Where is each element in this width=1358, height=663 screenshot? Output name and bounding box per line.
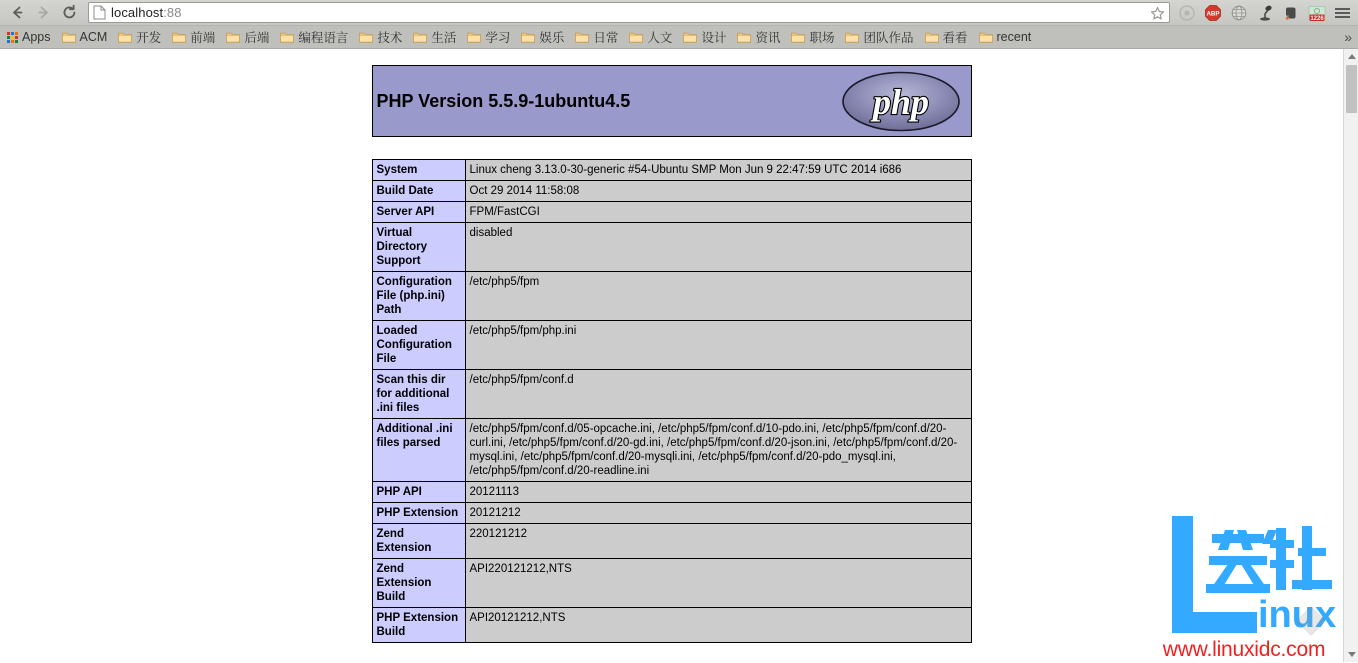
bookmark-folder-label: 日常 [593,31,619,45]
bookmark-folder-label: 后端 [244,31,270,45]
reload-button[interactable] [56,1,82,25]
bookmark-folder-label: 前端 [190,31,216,45]
folder-icon [62,31,76,43]
info-value: 20121113 [465,482,971,503]
folder-icon [280,31,294,43]
screen-recorder-icon [1178,4,1196,22]
address-bar-url [111,5,182,20]
bookmarks-bar [0,26,1358,49]
info-key: Loaded Configuration File [372,321,465,370]
table-row [372,370,971,419]
phpinfo-page [0,49,1343,643]
info-value: FPM/FastCGI [465,202,971,223]
info-key: Scan this dir for additional .ini files [372,370,465,419]
bookmark-folder-1[interactable] [57,28,114,46]
bookmark-folder-4[interactable] [221,26,275,48]
money-badge-icon [1307,3,1327,23]
bookmark-folder-6[interactable] [354,26,408,48]
info-key: PHP Extension Build [372,608,465,643]
table-row [372,608,971,643]
info-key: Build Date [372,181,465,202]
bookmark-apps-label: Apps [22,30,51,44]
info-key: Server API [372,202,465,223]
folder-icon [226,31,240,43]
folder-icon [791,31,805,43]
bookmark-folder-label: 看看 [942,31,968,45]
bookmark-folder-label: 职场 [809,31,835,45]
globe-icon [1230,4,1248,22]
bookmarks-overflow-button[interactable]: » [1344,29,1352,45]
table-row [372,202,971,223]
table-row [372,223,971,272]
extension-adblock-plus[interactable] [1200,1,1226,25]
bookmark-folder-11[interactable] [624,26,678,48]
back-button[interactable] [4,1,30,25]
bookmark-folder-3[interactable] [167,26,221,48]
url-host: localhost [111,5,164,20]
table-row [372,160,971,181]
folder-icon [737,31,751,43]
bookmark-folder-label: ACM [79,30,108,44]
info-key: Additional .ini files parsed [372,419,465,482]
table-row [372,272,971,321]
extension-desk-lamp[interactable] [1252,1,1278,25]
bookmark-folder-label: 开发 [136,31,162,45]
folder-icon [629,31,643,43]
info-key: PHP API [372,482,465,503]
info-key: System [372,160,465,181]
folder-icon [413,31,427,43]
bookmark-folder-label: 技术 [377,31,403,45]
bookmark-folder-5[interactable] [275,26,354,48]
table-row [372,482,971,503]
bookmark-folder-12[interactable] [678,26,732,48]
info-value: /etc/php5/fpm [465,272,971,321]
info-value: disabled [465,223,971,272]
phpinfo-table [372,159,972,643]
info-key: Zend Extension [372,524,465,559]
extension-money-badge[interactable] [1304,1,1330,25]
bookmark-folder-16[interactable] [920,26,974,48]
scrollbar-up-button[interactable] [1344,49,1358,64]
page-icon [93,5,106,20]
php-logo-icon [841,70,961,133]
bookmark-folder-list [57,26,1038,48]
bookmark-folder-label: 团队作品 [863,31,914,45]
bookmark-folder-label: 设计 [701,31,727,45]
bookmark-folder-9[interactable] [516,26,570,48]
folder-icon [925,31,939,43]
bookmark-folder-label: 资讯 [755,31,781,45]
browser-toolbar [0,0,1358,26]
money-badge-count: 1226 [1310,15,1324,22]
php-logo-text: php [872,81,929,122]
folder-icon [521,31,535,43]
bookmark-folder-8[interactable] [462,26,516,48]
info-value: 220121212 [465,524,971,559]
bookmark-folder-label: 娱乐 [539,31,565,45]
bookmark-folder-15[interactable] [840,26,919,48]
extension-globe[interactable] [1226,1,1252,25]
table-row [372,503,971,524]
info-value: /etc/php5/fpm/conf.d [465,370,971,419]
bookmark-folder-label: 生活 [431,31,457,45]
bookmark-folder-14[interactable] [786,26,840,48]
info-value: Oct 29 2014 11:58:08 [465,181,971,202]
forward-arrow-icon [35,4,52,21]
info-key: Virtual Directory Support [372,223,465,272]
info-value: /etc/php5/fpm/conf.d/05-opcache.ini, /etc/php5/fpm/conf.d/10-pdo.ini, /etc/php5/fpm/conf.d/20-curl.ini, /etc/php5/fpm/conf.d/20-gd.ini, /etc/php5/fpm/conf.d/20-json.ini, /etc/php5/fpm/conf.d/20-mysql.ini, /etc/php5/fpm/conf.d/20-mysqli.ini, /etc/php5/fpm/conf.d/20-pdo_mysql.ini, /etc/php5/fpm/conf.d/20-readline.ini [465,419,971,482]
info-value: 20121212 [465,503,971,524]
back-arrow-icon [9,4,26,21]
chevron-up-icon [1348,54,1356,59]
folder-icon [359,31,373,43]
forward-button[interactable] [30,1,56,25]
reload-icon [61,4,78,21]
bookmark-folder-label: recent [996,30,1032,44]
hamburger-icon [1335,6,1350,20]
scrollbar-down-button[interactable] [1344,647,1358,662]
table-row [372,321,971,370]
info-value: Linux cheng 3.13.0-30-generic #54-Ubuntu SMP Mon Jun 9 22:47:59 UTC 2014 i686 [465,160,971,181]
bookmark-folder-10[interactable] [570,26,624,48]
info-key: Configuration File (php.ini) Path [372,272,465,321]
chevron-down-icon [1348,652,1356,657]
table-row [372,419,971,482]
bookmark-apps[interactable] [2,28,57,46]
scroll-to-top-button[interactable] [1296,606,1326,636]
bookmark-folder-label: 人文 [647,31,673,45]
url-port: :88 [163,5,182,20]
folder-icon [845,31,859,43]
folder-icon [467,31,481,43]
extension-evernote[interactable] [1278,1,1304,25]
extension-screen-recorder[interactable] [1174,1,1200,25]
folder-icon [118,31,132,43]
folder-icon [575,31,589,43]
table-row [372,181,971,202]
scrollbar-thumb[interactable] [1346,65,1357,113]
table-row [372,559,971,608]
page-viewport [0,49,1358,662]
extension-icons [1174,1,1354,25]
folder-icon [683,31,697,43]
folder-icon [979,31,993,43]
php-version-title: PHP Version 5.5.9-1ubuntu4.5 [376,90,631,111]
table-row [372,524,971,559]
bookmark-folder-7[interactable] [408,26,462,48]
bookmark-folder-17[interactable] [974,28,1038,46]
linux-wordmark: inux [1258,594,1337,636]
bookmark-star-button[interactable] [1149,5,1166,22]
desk-lamp-icon [1256,4,1274,22]
folder-icon [172,31,186,43]
chrome-menu-button[interactable] [1330,1,1354,25]
info-value: API20121212,NTS [465,608,971,643]
svg-text:ABP: ABP [1206,10,1220,18]
info-key: Zend Extension Build [372,559,465,608]
bookmark-folder-label: 编程语言 [298,31,349,45]
php-version-banner [372,65,972,137]
star-icon [1149,5,1166,22]
adblock-plus-icon [1204,4,1222,22]
info-value: API220121212,NTS [465,559,971,608]
address-bar[interactable] [88,2,1170,23]
apps-grid-icon [7,32,18,43]
evernote-icon [1282,4,1300,22]
bookmark-folder-label: 学习 [485,31,511,45]
bookmark-folder-2[interactable] [113,26,167,48]
bookmark-folder-13[interactable] [732,26,786,48]
page-scrollbar-vertical[interactable] [1343,49,1358,662]
watermark-url: www.linuxidc.com [1162,638,1326,661]
info-value: /etc/php5/fpm/php.ini [465,321,971,370]
info-key: PHP Extension [372,503,465,524]
